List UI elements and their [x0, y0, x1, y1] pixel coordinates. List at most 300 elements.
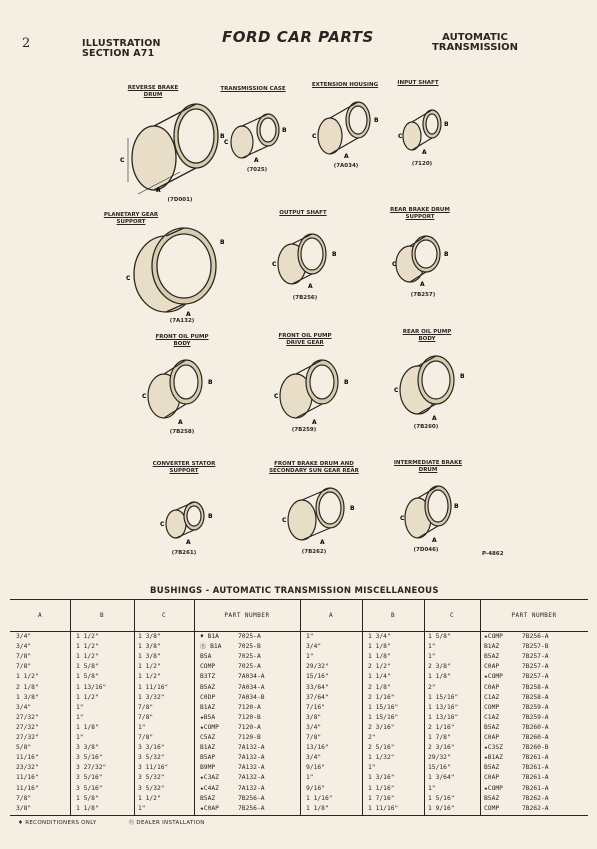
caption-front-oil-pump-body	[147, 334, 217, 348]
dim-label-c: C	[120, 157, 125, 164]
cell-part-number: 7B262-A	[522, 804, 549, 812]
part-number-label: (7B257)	[410, 292, 436, 298]
dim-label-b: B	[282, 127, 287, 134]
cell-a: 29/32"	[306, 663, 329, 671]
bushing-drawing-transmission-case	[224, 108, 290, 166]
section-heading-line1: AUTOMATIC	[442, 32, 508, 43]
cell-b: 1 1/8"	[76, 723, 99, 731]
cell-a: 11/16"	[16, 774, 39, 782]
cell-part-prefix: B5AZ	[484, 653, 500, 661]
cell-part-number: 7A034-A	[238, 683, 265, 691]
dim-label-c: C	[394, 387, 399, 394]
cell-part-prefix: ★C3AZ	[200, 774, 219, 782]
cell-a: 3/4"	[16, 633, 32, 640]
cell-part-number: 7B256-A	[238, 794, 265, 802]
cell-part-number: 7B256-A	[522, 633, 549, 640]
cell-b: 3 27/32"	[76, 764, 107, 772]
cell-b: 1 1/2"	[76, 643, 99, 651]
cell-c: 1 1/8"	[428, 673, 451, 681]
cell-b: 1 1/16"	[368, 784, 395, 792]
cell-part-prefix: ★COMP	[484, 784, 503, 792]
cell-part-prefix: ★C3SZ	[484, 744, 503, 752]
cell-part-number: 7120-A	[238, 723, 261, 731]
caption-line: BODY	[418, 336, 436, 342]
cell-b: 3 5/16"	[76, 784, 103, 792]
cell-b: 2 5/16"	[368, 744, 395, 752]
cell-b: 1"	[76, 713, 84, 721]
part-number-label: (7B261)	[171, 550, 197, 556]
bushing-drawing-front-brake-drum	[280, 482, 360, 548]
table-row	[10, 774, 588, 782]
caption-extension-housing	[305, 82, 385, 89]
cell-part-number: 7025-A	[238, 663, 261, 671]
dim-label-a: A	[156, 187, 161, 194]
cell-part-number: 7B261-A	[522, 784, 549, 792]
cell-a: 9/16"	[306, 784, 325, 792]
table-row	[10, 633, 588, 641]
cell-a: 9/16"	[306, 764, 325, 772]
cell-part-number: 7B261-A	[522, 764, 549, 772]
cell-c: 1 3/32"	[138, 693, 165, 701]
cell-c: 7/8"	[138, 713, 154, 721]
bushings-table	[10, 599, 588, 816]
cell-a: 13/16"	[306, 744, 329, 752]
cell-part-number: 7B259-A	[522, 713, 549, 721]
cell-part-number: 7B256-A	[238, 804, 265, 812]
dim-label-b: B	[220, 133, 225, 140]
table-row	[10, 744, 588, 752]
cell-a: 1"	[306, 774, 314, 782]
table-row	[10, 734, 588, 742]
cell-a: 15/16"	[306, 673, 329, 681]
table-row	[10, 663, 588, 671]
table-row	[10, 684, 588, 692]
cell-part-prefix: C1AZ	[484, 713, 500, 721]
cell-part-prefix: B9MP	[200, 764, 216, 772]
cell-part-number: 7B258-A	[522, 683, 549, 691]
cell-a: 7/16"	[306, 703, 325, 711]
cell-part-number: 7025-A	[238, 633, 261, 640]
cell-part-number: 7B261-A	[522, 754, 549, 762]
cell-part-prefix: C0DP	[200, 693, 216, 701]
column-header-part-number: PART NUMBER	[511, 612, 557, 619]
reference-number: P-4862	[482, 551, 504, 557]
cell-a: 3/4"	[306, 723, 322, 731]
cell-b: 2 3/16"	[368, 723, 395, 731]
bushing-drawing-front-oil-pump-drive-gear	[272, 352, 354, 428]
cell-a: 27/32"	[16, 713, 39, 721]
column-header-c: C	[449, 612, 455, 619]
cell-part-number: 7B260-A	[522, 734, 549, 741]
cell-a: 3/8"	[306, 713, 322, 721]
dim-label-c: C	[400, 515, 405, 522]
cell-part-prefix: B5AZ	[484, 764, 500, 772]
table-row	[10, 653, 588, 661]
cell-c: 1"	[138, 804, 146, 812]
cell-part-prefix: COMP	[200, 663, 216, 671]
cell-part-prefix: B5AZ	[484, 723, 500, 731]
caption-line: EXTENSION HOUSING	[311, 82, 379, 88]
cell-a: 3/4"	[16, 643, 32, 651]
table-row	[10, 764, 588, 772]
table-row	[10, 673, 588, 681]
cell-part-number: 7120-B	[238, 734, 261, 741]
cell-c: 3 5/32"	[138, 754, 165, 762]
dim-label-c: C	[392, 261, 397, 268]
cell-c: 1 13/16"	[428, 713, 459, 721]
cell-part-number: 7B262-A	[522, 794, 549, 802]
caption-rear-oil-pump-body	[394, 329, 460, 343]
page-title: FORD CAR PARTS	[222, 28, 374, 46]
cell-c: 1 5/16"	[428, 794, 455, 802]
cell-c: 7/8"	[138, 703, 154, 711]
cell-a: 1 1/16"	[306, 794, 333, 802]
table-row	[10, 785, 588, 793]
cell-b: 1"	[76, 734, 84, 741]
cell-part-number: 7025-A	[238, 653, 261, 661]
cell-part-prefix: ★C0AP	[200, 804, 219, 812]
cell-c: 3 5/32"	[138, 784, 165, 792]
footnote-dealer-installation: Ⓡ DEALER INSTALLATION	[128, 820, 205, 826]
cell-c: 1 1/2"	[138, 663, 161, 671]
cell-b: 1 1/8"	[76, 804, 99, 812]
cell-b: 1 7/16"	[368, 794, 395, 802]
cell-part-prefix: ★C4AZ	[200, 784, 219, 792]
dim-label-b: B	[444, 121, 449, 128]
cell-b: 1 1/8"	[368, 653, 391, 661]
cell-a: 1 1/8"	[306, 804, 329, 812]
part-number-label: (7B258)	[169, 429, 195, 435]
footnote-reconditioners: ♦ RECONDITIONERS ONLY	[18, 820, 97, 826]
cell-c: 1 3/64"	[428, 774, 455, 782]
part-number-label: (7B262)	[301, 549, 327, 555]
cell-a: 27/32"	[16, 723, 39, 731]
dim-label-c: C	[274, 393, 279, 400]
cell-c: 1 1/2"	[138, 794, 161, 802]
cell-c: 1 11/16"	[138, 683, 169, 691]
cell-part-number: 7B259-A	[522, 703, 549, 711]
cell-part-prefix: C0AP	[484, 734, 500, 741]
page-number: 2	[22, 36, 31, 51]
cell-part-number: 7B257-A	[522, 673, 549, 681]
cell-part-number: 7A034-B	[238, 693, 265, 701]
bushing-drawing-extension-housing	[312, 98, 382, 162]
cell-b: 1"	[76, 703, 84, 711]
caption-line: TRANSMISSION CASE	[220, 86, 286, 92]
caption-line: DRUM	[143, 92, 163, 98]
table-row	[10, 795, 588, 803]
cell-a: 2 1/8"	[16, 683, 39, 691]
part-number-label: (7B260)	[413, 424, 439, 430]
caption-line: REAR BRAKE DRUM	[390, 207, 450, 213]
caption-line: FRONT OIL PUMP	[278, 333, 332, 339]
cell-part-number: 7B260-A	[522, 723, 549, 731]
dim-label-a: A	[320, 539, 325, 546]
section-heading	[426, 33, 524, 53]
cell-c: 2 3/16"	[428, 744, 455, 752]
caption-intermediate-brake-drum	[388, 460, 468, 474]
cell-a: 3/4"	[306, 754, 322, 762]
column-header-part-number: PART NUMBER	[224, 612, 270, 619]
cell-b: 1 13/16"	[76, 683, 107, 691]
bushing-drawing-input-shaft	[398, 104, 452, 158]
bushing-drawing-reverse-brake-drum	[120, 98, 230, 198]
cell-part-prefix: B5A	[200, 653, 212, 661]
caption-line: SUPPORT	[405, 214, 435, 220]
cell-part-number: 7B257-B	[522, 643, 549, 651]
cell-b: 3 5/16"	[76, 774, 103, 782]
part-number-label: (7D046)	[413, 547, 439, 553]
cell-b: 1 1/2"	[76, 633, 99, 640]
dim-label-a: A	[432, 415, 437, 422]
dim-label-a: A	[186, 539, 191, 546]
cell-part-number: 7120-A	[238, 703, 261, 711]
part-number-label: (7B256)	[292, 295, 318, 301]
cell-part-prefix: C1AZ	[484, 693, 500, 701]
cell-part-prefix: C0AP	[484, 683, 500, 691]
dim-label-b: B	[208, 513, 213, 520]
part-number-label: (7A034)	[333, 163, 359, 169]
cell-b: 1 3/16"	[368, 774, 395, 782]
cell-b: 1 5/8"	[76, 673, 99, 681]
caption-line: CONVERTER STATOR	[152, 461, 216, 467]
caption-line: FRONT BRAKE DRUM AND	[274, 461, 354, 467]
cell-a: 33/64"	[306, 683, 329, 691]
cell-part-prefix: B1AZ	[200, 744, 216, 752]
cell-part-prefix: C5AZ	[200, 734, 216, 741]
dim-label-b: B	[344, 379, 349, 386]
cell-b: 1 1/2"	[76, 653, 99, 661]
caption-reverse-brake-drum	[118, 85, 188, 99]
cell-c: 1"	[428, 784, 436, 792]
cell-part-number: 7B260-B	[522, 744, 549, 752]
cell-part-number: 7A034-A	[238, 673, 265, 681]
table-row	[10, 714, 588, 722]
caption-transmission-case	[213, 86, 293, 93]
cell-b: 1 1/32"	[368, 754, 395, 762]
table-row	[10, 754, 588, 762]
caption-input-shaft	[388, 80, 448, 87]
table-row	[10, 724, 588, 732]
dim-label-c: C	[224, 139, 229, 146]
cell-c: 1"	[428, 643, 436, 651]
cell-a: 1"	[306, 633, 314, 640]
cell-b: 1 15/16"	[368, 703, 399, 711]
dim-label-b: B	[332, 251, 337, 258]
caption-line: PLANETARY GEAR	[103, 212, 159, 218]
dim-label-b: B	[460, 373, 465, 380]
cell-c: 1 1/2"	[138, 673, 161, 681]
cell-c: 1 5/8"	[428, 633, 451, 640]
column-header-a: A	[328, 612, 334, 619]
bushing-drawing-output-shaft	[272, 228, 342, 292]
cell-b: 2 1/16"	[368, 693, 395, 701]
cell-c: 29/32"	[428, 754, 451, 762]
cell-part-number: 7A132-A	[238, 784, 265, 792]
cell-part-number: 7A132-A	[238, 774, 265, 782]
cell-part-number: 7120-B	[238, 713, 261, 721]
cell-c: 1 3/8"	[138, 643, 161, 651]
cell-b: 1 15/16"	[368, 713, 399, 721]
cell-a: 1"	[306, 653, 314, 661]
dim-label-b: B	[374, 117, 379, 124]
dim-label-c: C	[398, 133, 403, 140]
table-row	[10, 704, 588, 712]
cell-c: 3 11/16"	[138, 764, 169, 772]
dim-label-c: C	[272, 261, 277, 268]
cell-b: 2"	[368, 734, 376, 741]
cell-a: 1 3/8"	[16, 693, 39, 701]
dim-label-c: C	[160, 521, 165, 528]
cell-part-number: 7025-B	[238, 643, 261, 651]
header-divider	[10, 631, 588, 632]
cell-part-prefix: ★COMP	[484, 633, 503, 640]
dim-label-a: A	[178, 419, 183, 426]
bushing-drawing-rear-brake-drum-support	[390, 228, 454, 290]
cell-a: 27/32"	[16, 734, 39, 741]
dim-label-a: A	[420, 281, 425, 288]
column-header-b: B	[99, 612, 105, 619]
cell-part-prefix: B1AZ	[484, 643, 500, 651]
caption-line: FRONT OIL PUMP	[155, 334, 209, 340]
cell-part-prefix: B5AP	[200, 754, 216, 762]
cell-c: 2"	[428, 683, 436, 691]
cell-c: 1 3/8"	[138, 633, 161, 640]
table-row	[10, 805, 588, 813]
cell-b: 1"	[368, 764, 376, 772]
caption-line: REVERSE BRAKE	[127, 85, 179, 91]
dim-label-c: C	[312, 133, 317, 140]
cell-c: 1 15/16"	[428, 693, 459, 701]
part-number-label: (7120)	[411, 161, 433, 167]
cell-part-prefix: ♦ B1A	[200, 633, 219, 640]
cell-c: 1 13/16"	[428, 703, 459, 711]
cell-part-prefix: C0AP	[484, 774, 500, 782]
cell-a: 37/64"	[306, 693, 329, 701]
cell-c: 15/16"	[428, 764, 451, 772]
bushing-drawing-intermediate-brake-drum	[398, 480, 464, 546]
dim-label-b: B	[208, 379, 213, 386]
cell-b: 2 1/2"	[368, 663, 391, 671]
caption-line: INTERMEDIATE BRAKE	[393, 460, 463, 466]
table-row	[10, 694, 588, 702]
cell-part-number: 7A132-A	[238, 744, 265, 752]
cell-c: 1 9/16"	[428, 804, 455, 812]
footnotes	[18, 818, 235, 826]
cell-b: 3 5/16"	[76, 754, 103, 762]
cell-part-prefix: Ⓡ B1A	[200, 643, 222, 651]
caption-line: OUTPUT SHAFT	[279, 210, 327, 216]
dim-label-b: B	[444, 251, 449, 258]
cell-b: 1 1/8"	[368, 643, 391, 651]
bushing-drawing-converter-stator-support	[160, 492, 220, 548]
cell-part-prefix: ★COMP	[484, 673, 503, 681]
cell-a: 3/4"	[306, 643, 322, 651]
cell-c: 1 7/8"	[428, 734, 451, 741]
cell-part-prefix: ★COMP	[200, 723, 219, 731]
dim-label-a: A	[186, 311, 191, 318]
cell-b: 3 3/8"	[76, 744, 99, 752]
caption-line: DRIVE GEAR	[286, 340, 324, 346]
part-number-label: (7D001)	[167, 197, 193, 203]
cell-part-number: 7A132-A	[238, 764, 265, 772]
part-number-label: (7025)	[246, 167, 268, 173]
cell-part-prefix: ★B5A	[200, 713, 216, 721]
column-header-c: C	[161, 612, 167, 619]
bushing-drawing-planetary-gear-support	[126, 222, 230, 318]
cell-c: 2 3/8"	[428, 663, 451, 671]
caption-front-brake-drum	[258, 461, 370, 475]
dim-label-b: B	[454, 503, 459, 510]
dim-label-a: A	[344, 153, 349, 160]
column-header-a: A	[37, 612, 43, 619]
cell-b: 1 11/16"	[368, 804, 399, 812]
cell-part-prefix: B5AZ	[484, 794, 500, 802]
cell-a: 3/4"	[16, 703, 32, 711]
cell-a: 5/8"	[16, 744, 32, 752]
cell-b: 1 1/2"	[76, 693, 99, 701]
cell-a: 3/8"	[16, 804, 32, 812]
caption-line: SECONDARY SUN GEAR REAR	[269, 468, 359, 474]
cell-b: 1 1/4"	[368, 673, 391, 681]
dim-label-a: A	[308, 283, 313, 290]
cell-a: 23/32"	[16, 764, 39, 772]
dim-label-c: C	[282, 517, 287, 524]
cell-c: 3 5/32"	[138, 774, 165, 782]
dim-label-b: B	[220, 239, 225, 246]
cell-b: 1 5/8"	[76, 794, 99, 802]
cell-part-number: 7B257-A	[522, 653, 549, 661]
caption-line: INPUT SHAFT	[397, 80, 439, 86]
cell-c: 3 3/16"	[138, 744, 165, 752]
cell-a: 7/8"	[16, 794, 32, 802]
cell-part-number: 7B258-A	[522, 693, 549, 701]
caption-rear-brake-drum-support	[382, 207, 458, 221]
cell-c: 1"	[428, 653, 436, 661]
cell-part-number: 7B257-A	[522, 663, 549, 671]
cell-part-prefix: C0AP	[484, 663, 500, 671]
cell-b: 1 3/4"	[368, 633, 391, 640]
dim-label-c: C	[126, 275, 131, 282]
cell-part-prefix: B5AZ	[200, 683, 216, 691]
cell-b: 2 1/8"	[368, 683, 391, 691]
illustration-section	[82, 39, 161, 59]
cell-a: 11/16"	[16, 784, 39, 792]
cell-part-prefix: COMP	[484, 804, 500, 812]
cell-a: 1 1/2"	[16, 673, 39, 681]
dim-label-a: A	[312, 419, 317, 426]
cell-a: 7/8"	[16, 653, 32, 661]
bushing-drawing-front-oil-pump-body	[140, 352, 220, 428]
part-number-label: (7A132)	[169, 318, 195, 324]
caption-converter-stator-support	[144, 461, 224, 475]
table-row	[10, 643, 588, 651]
cell-part-prefix: B3TZ	[200, 673, 216, 681]
cell-a: 7/8"	[16, 663, 32, 671]
cell-c: 1 3/8"	[138, 653, 161, 661]
section-heading-line2: TRANSMISSION	[431, 42, 519, 53]
bushing-drawing-rear-oil-pump-body	[392, 348, 472, 424]
dim-label-a: A	[254, 157, 259, 164]
section-label: SECTION A71	[82, 48, 155, 59]
dim-label-b: B	[350, 505, 355, 512]
dim-label-c: C	[142, 393, 147, 400]
caption-line: REAR OIL PUMP	[402, 329, 452, 335]
cell-c: 2 1/16"	[428, 723, 455, 731]
cell-part-prefix: ★B1AZ	[484, 754, 503, 762]
cell-part-number: 7B261-A	[522, 774, 549, 782]
illustration-label: ILLUSTRATION	[82, 38, 161, 49]
